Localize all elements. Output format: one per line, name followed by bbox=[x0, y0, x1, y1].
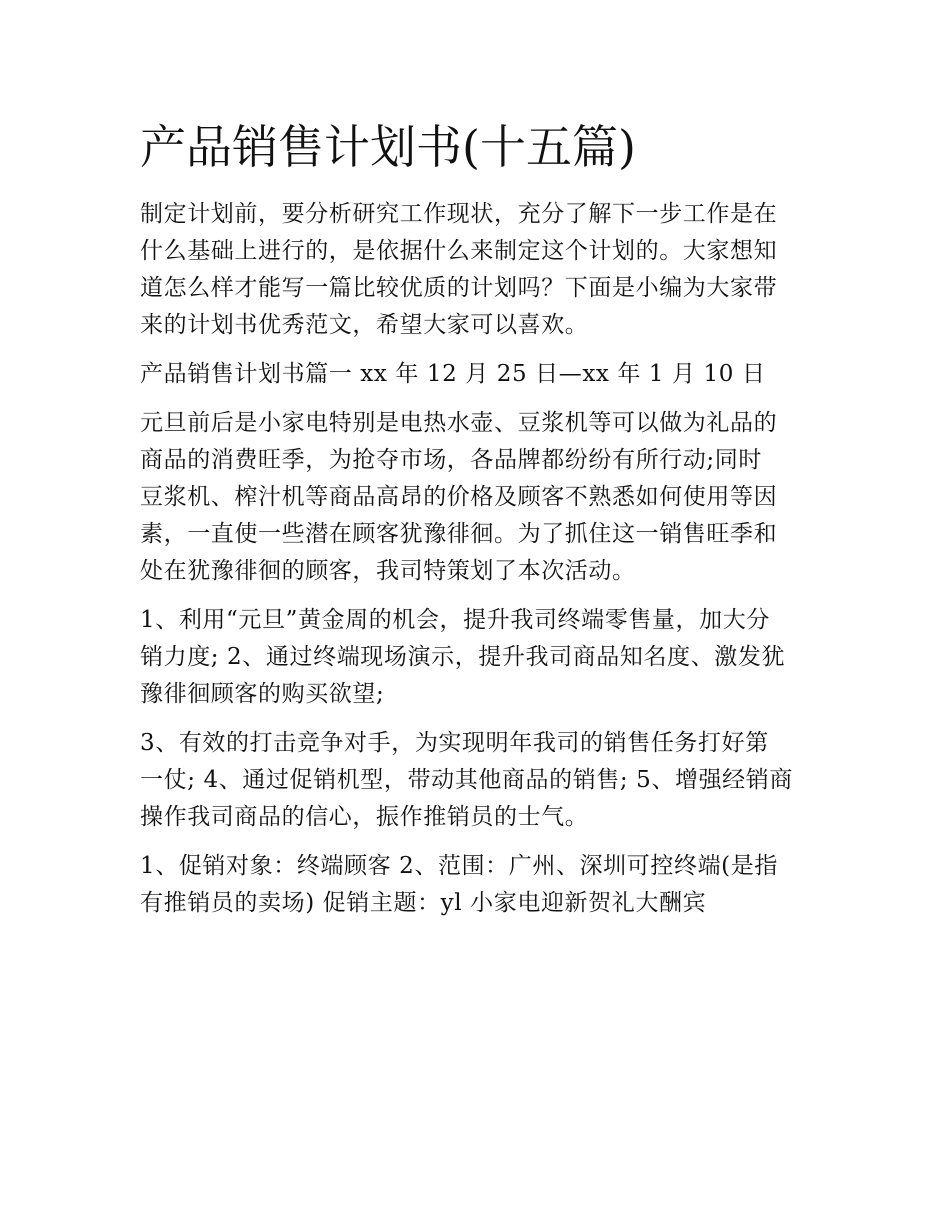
body-line: 有推销员的卖场) 促销主题：yl 小家电迎新贺礼大酬宾 bbox=[140, 890, 707, 916]
goals-paragraph bbox=[140, 602, 820, 713]
body-line: 操作我司商品的信心，振作推销员的士气。 bbox=[140, 804, 589, 830]
background-paragraph bbox=[140, 405, 820, 590]
body-line: 道怎么样才能写一篇比较优质的计划吗？下面是小编为大家带 bbox=[140, 275, 778, 301]
body-line: 销力度; 2、通过终端现场演示，提升我司商品知名度、激发犹 bbox=[140, 644, 786, 670]
body-line: 豆浆机、榨汁机等商品高昂的价格及顾客不熟悉如何使用等因 bbox=[140, 484, 778, 510]
goals-paragraph-2 bbox=[140, 725, 820, 836]
body-line: 1、促销对象：终端顾客 2、范围：广州、深圳可控终端(是指 bbox=[140, 853, 778, 879]
document-body bbox=[140, 196, 820, 922]
body-line: 产品销售计划书篇一 xx 年 12 月 25 日—xx 年 1 月 10 日 bbox=[140, 361, 766, 387]
body-line: 商品的消费旺季，为抢夺市场，各品牌都纷纷有所行动;同时 bbox=[140, 447, 762, 473]
promotion-paragraph bbox=[140, 848, 820, 922]
body-line: 1、利用“元旦”黄金周的机会，提升我司终端零售量，加大分 bbox=[140, 607, 770, 633]
body-line: 元旦前后是小家电特别是电热水壶、豆浆机等可以做为礼品的 bbox=[140, 410, 778, 436]
intro-paragraph bbox=[140, 196, 820, 344]
document-title: 产品销售计划书(十五篇) bbox=[140, 120, 636, 174]
body-line: 来的计划书优秀范文，希望大家可以喜欢。 bbox=[140, 312, 589, 338]
body-line: 一仗; 4、通过促销机型，带动其他商品的销售; 5、增强经销商 bbox=[140, 767, 793, 793]
body-line: 豫徘徊顾客的购买欲望; bbox=[140, 681, 385, 707]
body-line: 处在犹豫徘徊的顾客，我司特策划了本次活动。 bbox=[140, 558, 636, 584]
body-line: 素，一直使一些潜在顾客犹豫徘徊。为了抓住这一销售旺季和 bbox=[140, 521, 778, 547]
body-line: 制定计划前，要分析研究工作现状，充分了解下一步工作是在 bbox=[140, 201, 778, 227]
body-line: 什么基础上进行的，是依据什么来制定这个计划的。大家想知 bbox=[140, 238, 778, 264]
section-heading bbox=[140, 356, 820, 393]
document-page bbox=[140, 112, 820, 922]
body-line: 3、有效的打击竞争对手，为实现明年我司的销售任务打好第 bbox=[140, 730, 769, 756]
